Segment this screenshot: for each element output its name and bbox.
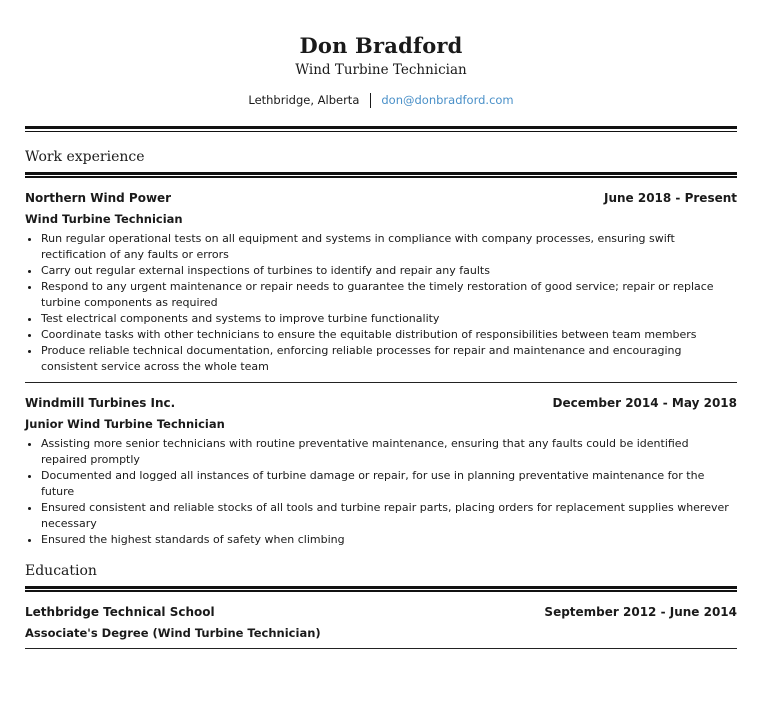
location: Lethbridge, Alberta [248, 93, 360, 107]
employment-dates: December 2014 - May 2018 [552, 396, 737, 410]
job-role: Junior Wind Turbine Technician [25, 417, 225, 431]
responsibility-list [25, 436, 737, 548]
contact-divider [370, 93, 371, 108]
section-title-education: Education [25, 563, 97, 579]
responsibility-item: • Documented and logged all instances of turbine damage or repair, for use in planning preventative maintenance for the future [41, 468, 737, 500]
responsibility-item: • Produce reliable technical documentation, enforcing reliable processes for repair and maintenance and encouraging consistent service across the whole team [41, 343, 737, 375]
employment-dates: June 2018 - Present [603, 191, 737, 205]
responsibility-list [25, 231, 737, 375]
company-name: Windmill Turbines Inc. [25, 396, 176, 410]
responsibility-item: • Run regular operational tests on all equipment and systems in compliance with company processes, ensuring swift rectification of any faults or errors [41, 231, 737, 263]
job-role: Wind Turbine Technician [25, 212, 183, 226]
email-link[interactable]: don@donbradford.com [381, 93, 514, 107]
responsibility-item: • Assisting more senior technicians with routine preventative maintenance, ensuring that any faults could be identified repaired promptly [41, 436, 737, 468]
responsibility-item: • Coordinate tasks with other technicians to ensure the equitable distribution of responsibilities between team members [41, 327, 737, 343]
responsibility-item: • Ensured the highest standards of safety when climbing [41, 532, 737, 548]
entry-header [25, 190, 737, 206]
work-entry-1 [25, 178, 737, 383]
candidate-name: Don Bradford [299, 33, 463, 58]
school-name: Lethbridge Technical School [25, 605, 215, 619]
responsibility-item: • Ensured consistent and reliable stocks of all tools and turbine repair parts, placing orders for replacement supplies wherever necessary [41, 500, 737, 532]
contact-line [25, 92, 737, 108]
resume-header [25, 0, 737, 108]
section-title-work: Work experience [25, 149, 145, 165]
responsibility-item: • Respond to any urgent maintenance or repair needs to guarantee the timely restoration of good service; repair or replace turbine components as required [41, 279, 737, 311]
education-entry-1 [25, 592, 737, 649]
company-name: Northern Wind Power [25, 191, 172, 205]
responsibility-item: • Carry out regular external inspections of turbines to identify and repair any faults [41, 263, 737, 279]
work-entry-2 [25, 383, 737, 548]
entry-divider [25, 648, 737, 649]
candidate-title: Wind Turbine Technician [295, 62, 467, 78]
header-divider [25, 126, 737, 132]
education-dates: September 2012 - June 2014 [544, 605, 737, 619]
degree: Associate's Degree (Wind Turbine Technician) [25, 626, 321, 640]
entry-header [25, 604, 737, 620]
entry-header [25, 395, 737, 411]
responsibility-item: • Test electrical components and systems to improve turbine functionality [41, 311, 737, 327]
